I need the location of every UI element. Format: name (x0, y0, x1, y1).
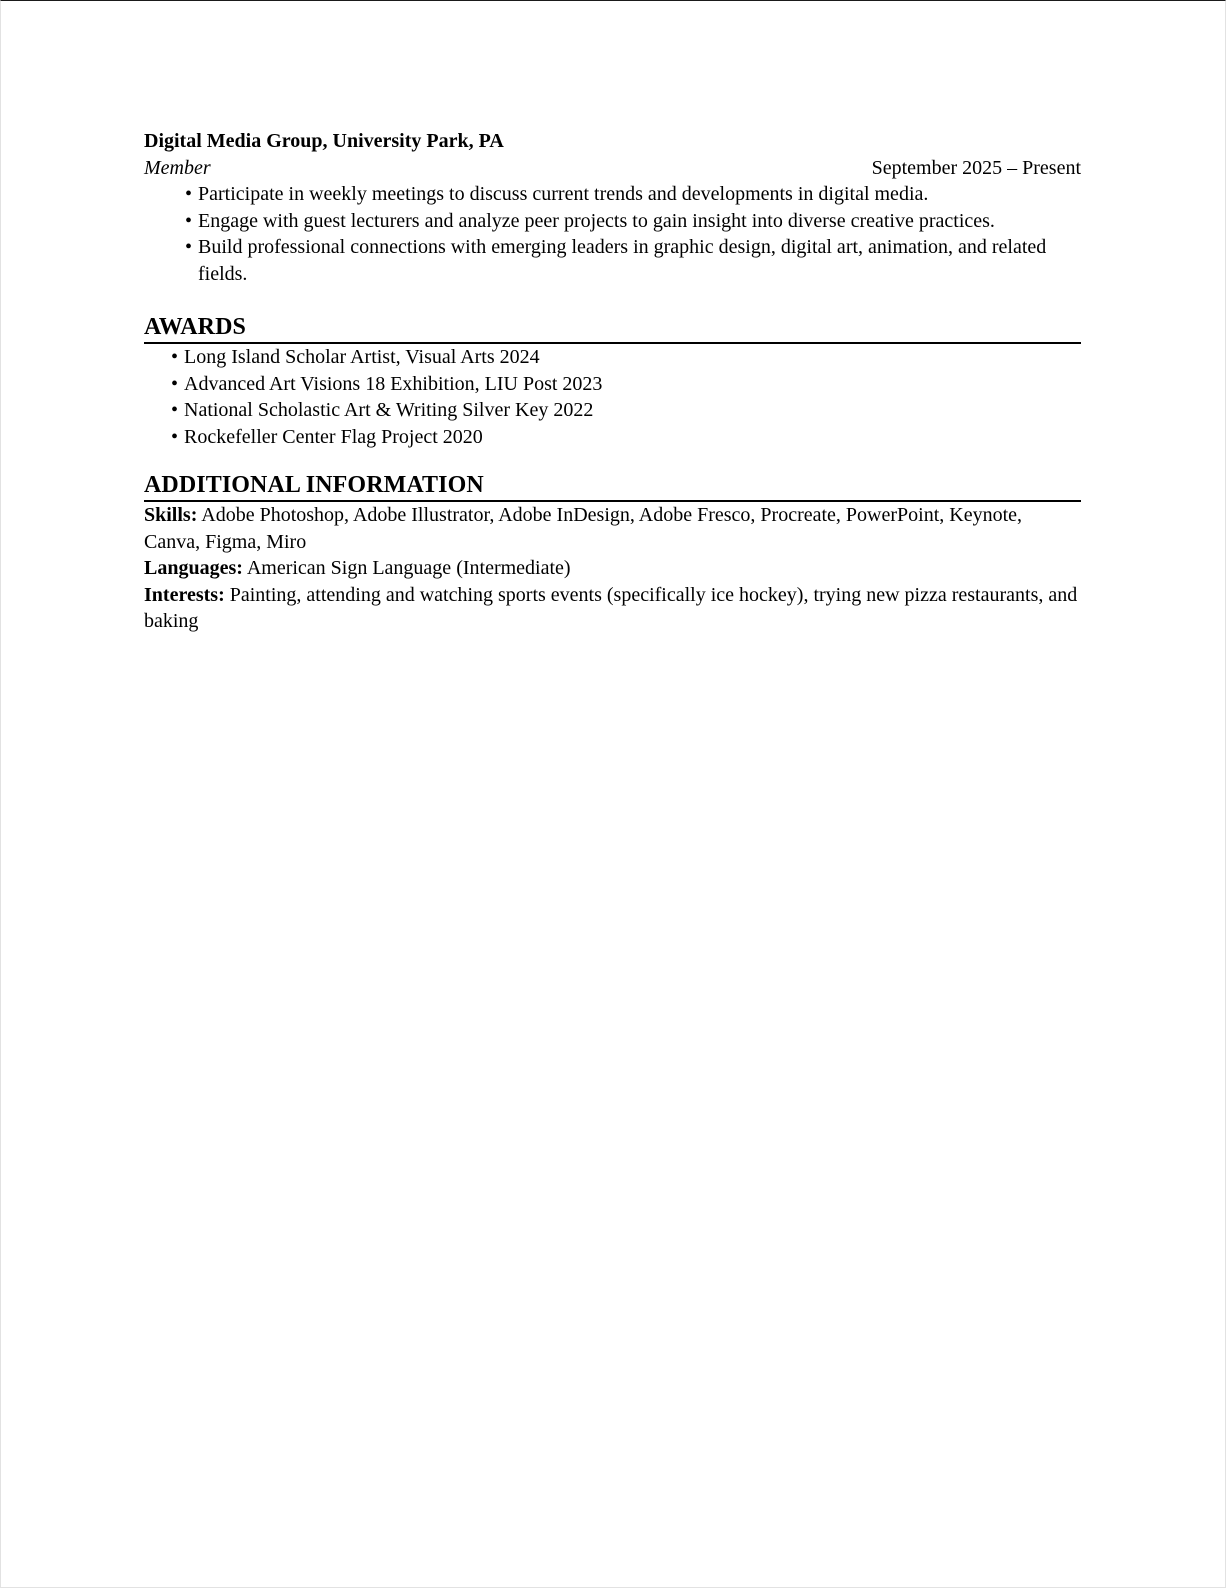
interests-line (144, 582, 1081, 635)
languages-label: Languages: (144, 557, 243, 579)
bullet-icon: • (185, 236, 193, 258)
additional-info-heading: ADDITIONAL INFORMATION (144, 471, 1081, 502)
award-item (171, 424, 1081, 451)
award-text: National Scholastic Art & Writing Silver Key 2022 (184, 399, 594, 421)
bullet-icon: • (171, 399, 179, 421)
award-text: Rockefeller Center Flag Project 2020 (184, 425, 483, 448)
experience-bullet-text: Build professional connections with emerging leaders in graphic design, digital art, animation, and related fields. (198, 236, 1047, 285)
skills-line (144, 502, 1081, 555)
bullet-icon: • (171, 372, 179, 395)
resume-content (144, 128, 1081, 635)
award-item (171, 371, 1081, 398)
awards-list (144, 344, 1081, 450)
award-item (171, 344, 1081, 371)
award-item (171, 397, 1081, 424)
experience-bullet-list (144, 181, 1081, 287)
experience-role-line (144, 155, 1081, 182)
skills-value: Adobe Photoshop, Adobe Illustrator, Adobe InDesign, Adobe Fresco, Procreate, PowerPoint, Keynote, Canva, Figma, Miro (144, 504, 1023, 553)
experience-bullet-text: Engage with guest lecturers and analyze peer projects to gain insight into diverse creative practices. (198, 209, 995, 232)
experience-bullet (171, 208, 1081, 235)
experience-organization: Digital Media Group, University Park, PA (144, 130, 504, 152)
bullet-icon: • (171, 346, 179, 368)
languages-value: American Sign Language (Intermediate) (246, 557, 571, 579)
interests-value: Painting, attending and watching sports events (specifically ice hockey), trying new pizza restaurants, and baking (144, 583, 1078, 632)
bullet-icon: • (185, 209, 193, 232)
bullet-icon: • (171, 425, 179, 448)
experience-role: Member (144, 156, 211, 179)
award-text: Advanced Art Visions 18 Exhibition, LIU Post 2023 (184, 372, 603, 395)
experience-dates: September 2025 – Present (871, 156, 1081, 179)
awards-heading: AWARDS (144, 313, 1081, 344)
experience-bullet-text: Participate in weekly meetings to discuss current trends and developments in digital media. (198, 183, 929, 205)
skills-label: Skills: (144, 504, 198, 526)
interests-label: Interests: (144, 583, 225, 606)
award-text: Long Island Scholar Artist, Visual Arts 2024 (184, 346, 540, 368)
experience-bullet (171, 181, 1081, 208)
languages-line (144, 555, 1081, 582)
bullet-icon: • (185, 183, 193, 205)
experience-bullet (171, 234, 1081, 287)
